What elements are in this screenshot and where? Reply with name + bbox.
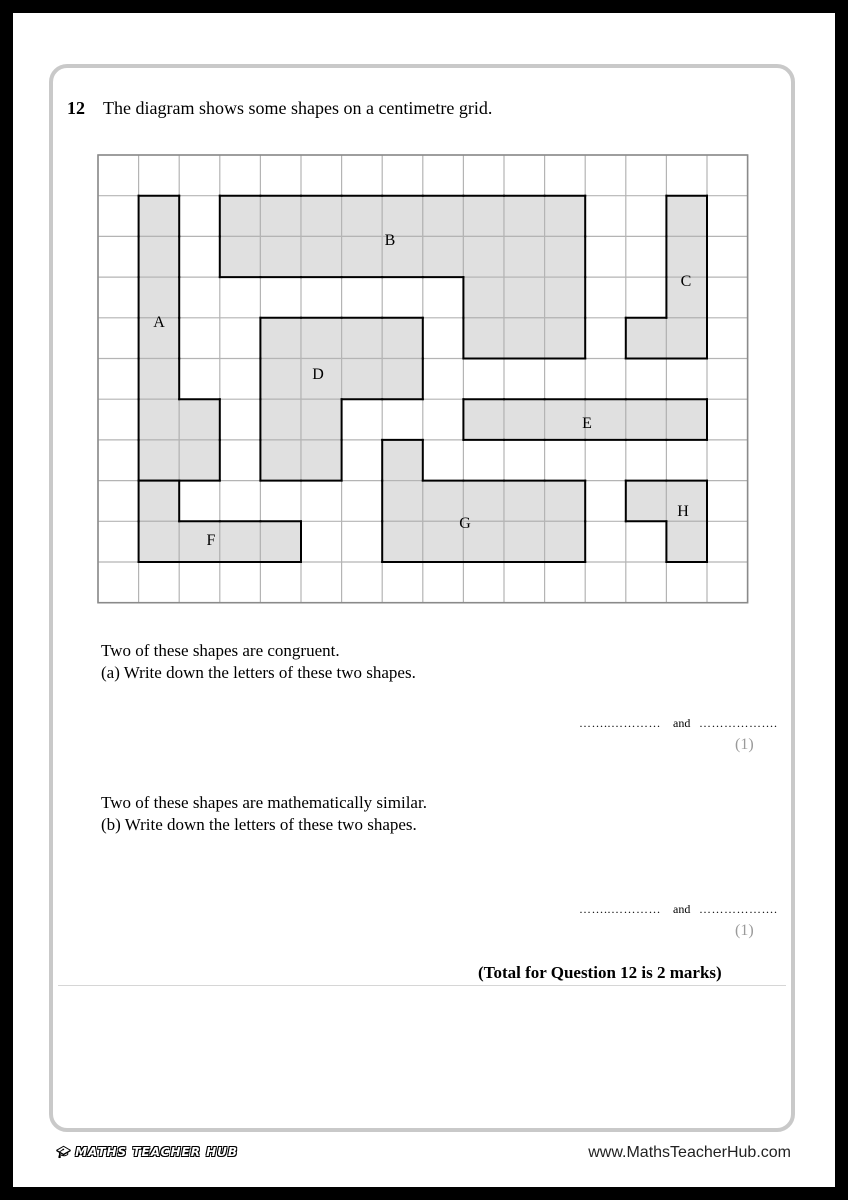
shape-d-cell — [301, 399, 342, 440]
shape-b-cell — [463, 236, 504, 277]
shape-b-cell — [260, 236, 301, 277]
question-number: 12 — [67, 98, 85, 118]
shape-b-cell — [545, 318, 586, 359]
shape-b-cell — [545, 196, 586, 237]
shape-b-cell — [423, 236, 464, 277]
shape-c-cell — [666, 196, 707, 237]
part-b-marks: (1) — [735, 922, 754, 939]
shape-b-cell — [504, 277, 545, 318]
shape-a-cell — [179, 399, 220, 440]
shape-h-cell — [626, 481, 667, 522]
shape-b-cell — [260, 196, 301, 237]
shape-e-cell — [545, 399, 586, 440]
shape-g-cell — [382, 521, 423, 562]
graduation-cap-icon: 🎓︎ — [56, 1145, 73, 1159]
shape-g-cell — [545, 481, 586, 522]
part-a-answer-left[interactable]: ……..………… — [579, 716, 661, 730]
shape-g-cell — [504, 521, 545, 562]
shape-b-cell — [382, 196, 423, 237]
shape-a-cell — [139, 399, 180, 440]
shape-b-cell — [463, 196, 504, 237]
shape-e-cell — [504, 399, 545, 440]
question-intro: The diagram shows some shapes on a centimetre grid. — [103, 98, 493, 118]
part-b-and: and — [673, 902, 691, 916]
part-b-prompt: (b) Write down the letters of these two shapes. — [101, 815, 417, 834]
part-a-marks: (1) — [735, 736, 754, 753]
shape-b-cell — [220, 236, 261, 277]
part-a-prompt: (a) Write down the letters of these two shapes. — [101, 663, 416, 682]
shape-b-cell — [504, 318, 545, 359]
shape-d-cell — [382, 359, 423, 400]
question-total: (Total for Question 12 is 2 marks) — [478, 963, 722, 982]
shape-b-cell — [504, 236, 545, 277]
shape-f-cell — [139, 481, 180, 522]
part-b-answer-left[interactable]: ……..………… — [579, 902, 661, 916]
shape-b-cell — [545, 236, 586, 277]
brand-logo — [56, 1145, 238, 1159]
shape-f-cell — [139, 521, 180, 562]
shape-g-cell — [545, 521, 586, 562]
shape-label-d: D — [312, 366, 324, 383]
shape-label-f: F — [206, 532, 216, 549]
shape-d-cell — [260, 440, 301, 481]
shape-d-cell — [301, 440, 342, 481]
shape-b-cell — [545, 277, 586, 318]
part-a-answer-right[interactable]: ………………. — [699, 716, 778, 730]
shape-f-cell — [260, 521, 301, 562]
shape-a-cell — [179, 440, 220, 481]
shape-a-cell — [139, 277, 180, 318]
part-b-stem: Two of these shapes are mathematically similar. — [101, 793, 427, 812]
shape-a-cell — [139, 359, 180, 400]
shape-e-cell — [626, 399, 667, 440]
shape-g-cell — [423, 481, 464, 522]
shape-c-cell — [626, 318, 667, 359]
shape-d-cell — [382, 318, 423, 359]
shape-b-cell — [220, 196, 261, 237]
shape-b-cell — [463, 318, 504, 359]
shape-d-cell — [342, 318, 383, 359]
shape-a-cell — [139, 440, 180, 481]
divider-line — [58, 985, 786, 986]
shape-c-cell — [666, 236, 707, 277]
shape-a-cell — [139, 236, 180, 277]
part-a-stem: Two of these shapes are congruent. — [101, 641, 340, 660]
shape-g-cell — [382, 481, 423, 522]
shape-b-cell — [301, 196, 342, 237]
shape-b-cell — [504, 196, 545, 237]
shape-e-cell — [463, 399, 504, 440]
shape-a-cell — [139, 196, 180, 237]
shape-h-cell — [666, 521, 707, 562]
brand-name: MATHS TEACHER HUB — [75, 1145, 239, 1159]
part-b-answer-right[interactable]: ………………. — [699, 902, 778, 916]
shape-g-cell — [504, 481, 545, 522]
footer-url[interactable]: www.MathsTeacherHub.com — [588, 1144, 791, 1161]
shape-g-cell — [382, 440, 423, 481]
part-a-and: and — [673, 716, 691, 730]
shape-g-cell — [423, 521, 464, 562]
shape-d-cell — [260, 399, 301, 440]
shape-f-cell — [220, 521, 261, 562]
shape-d-cell — [301, 318, 342, 359]
shape-d-cell — [342, 359, 383, 400]
shape-label-h: H — [677, 503, 689, 520]
shape-e-cell — [666, 399, 707, 440]
shape-b-cell — [342, 236, 383, 277]
shape-d-cell — [260, 318, 301, 359]
shape-b-cell — [342, 196, 383, 237]
shape-label-e: E — [582, 415, 592, 432]
shape-label-c: C — [680, 273, 692, 290]
shape-b-cell — [301, 236, 342, 277]
shape-label-a: A — [153, 314, 165, 331]
shape-c-cell — [666, 318, 707, 359]
shape-label-b: B — [384, 232, 396, 249]
shape-b-cell — [423, 196, 464, 237]
shape-d-cell — [260, 359, 301, 400]
shape-label-g: G — [459, 515, 471, 532]
shape-b-cell — [463, 277, 504, 318]
